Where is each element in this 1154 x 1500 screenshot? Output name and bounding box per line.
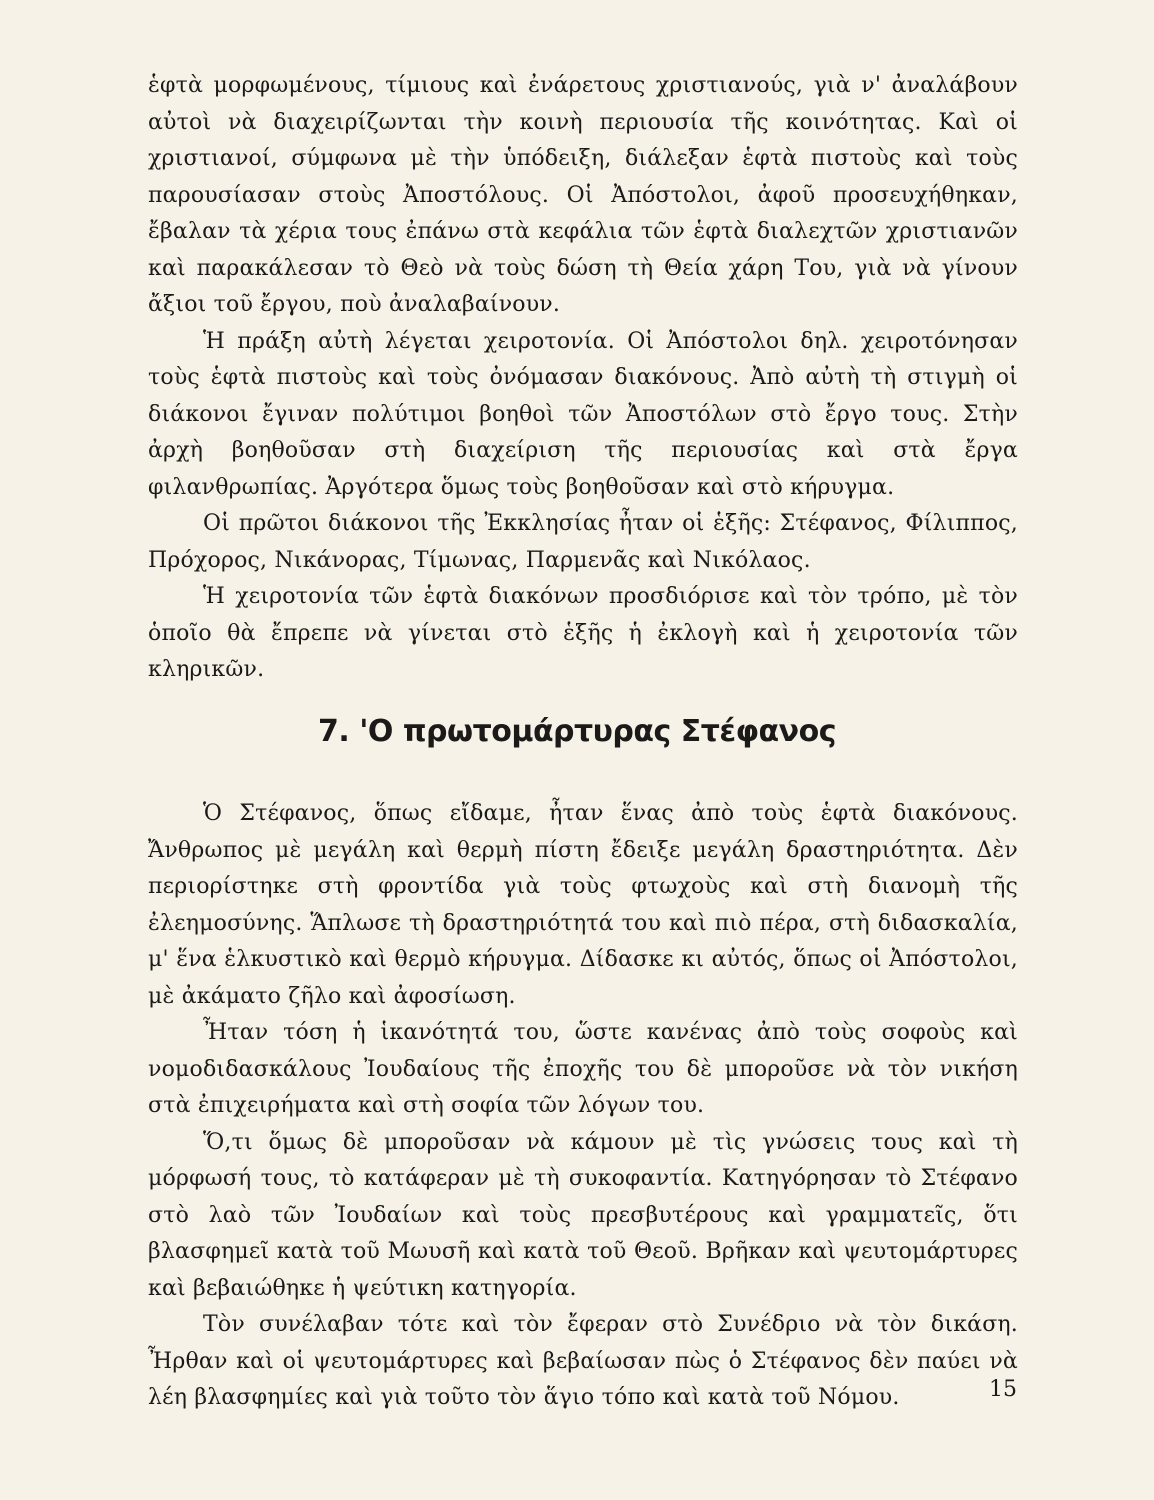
body-text-bottom [148, 796, 1018, 1417]
paragraph: Ἡ πράξη αὐτὴ λέγεται χειροτονία. Οἱ Ἀπόστολοι δηλ. χειροτόνησαν τοὺς ἑφτὰ πιστοὺς καὶ τοὺς ὀνόμασαν διακόνους. Ἀπὸ αὐτὴ τὴ στιγμὴ οἱ διάκονοι ἔγιναν πολύτιμοι βοηθοὶ τῶν Ἀποστόλων στὸ ἔργο τους. Στὴν ἀρχὴ βοηθοῦσαν στὴ διαχείριση τῆς περιουσίας καὶ στὰ ἔργα φιλανθρωπίας. Ἀργότερα ὅμως τοὺς βοηθοῦσαν καὶ στὸ κήρυγμα. [148, 328, 1018, 500]
body-text-top [148, 68, 1018, 689]
paragraph: Ἦταν τόση ἡ ἱκανότητά του, ὥστε κανένας ἀπὸ τοὺς σοφοὺς καὶ νομοδιδασκάλους Ἰουδαίους τῆς ἐποχῆς του δὲ μποροῦσε νὰ τὸν νικήση στὰ ἐπιχειρήματα καὶ στὴ σοφία τῶν λόγων του. [148, 1020, 1018, 1118]
paragraph: Ἡ χειροτονία τῶν ἑφτὰ διακόνων προσδιόρισε καὶ τὸν τρόπο, μὲ τὸν ὁποῖο θὰ ἔπρεπε νὰ γίνεται στὸ ἑξῆς ἡ ἐκλογὴ καὶ ἡ χειροτονία τῶν κληρικῶν. [148, 584, 1018, 682]
paragraph: Τὸν συνέλαβαν τότε καὶ τὸν ἔφεραν στὸ Συνέδριο νὰ τὸν δικάση. Ἦρθαν καὶ οἱ ψευτομάρτυρες καὶ βεβαίωσαν πὼς ὁ Στέφανος δὲν παύει νὰ λέη βλασφημίες καὶ γιὰ τοῦτο τὸν ἅγιο τόπο καὶ κατὰ τοῦ Νόμου. [148, 1312, 1018, 1410]
paragraph: Ὁ Στέφανος, ὅπως εἴδαμε, ἦταν ἕνας ἀπὸ τοὺς ἑφτὰ διακόνους. Ἄνθρωπος μὲ μεγάλη καὶ θερμὴ πίστη ἔδειξε μεγάλη δραστηριότητα. Δὲν περιορίστηκε στὴ φροντίδα γιὰ τοὺς φτωχοὺς καὶ στὴ διανομὴ τῆς ἐλεημοσύνης. Ἅπλωσε τὴ δραστηριότητά του καὶ πιὸ πέρα, στὴ διδασκαλία, μ' ἕνα ἑλκυστικὸ καὶ θερμὸ κήρυγμα. Δίδασκε κι αὐτός, ὅπως οἱ Ἀπόστολοι, μὲ ἀκάματο ζῆλο καὶ ἀφοσίωση. [148, 801, 1018, 1009]
paragraph: Οἱ πρῶτοι διάκονοι τῆς Ἐκκλησίας ἦταν οἱ ἑξῆς: Στέφανος, Φίλιππος, Πρόχορος, Νικάνορας, Τίμωνας, Παρμενᾶς καὶ Νικόλαος. [148, 511, 1018, 573]
paragraph: ἑφτὰ μορφωμένους, τίμιους καὶ ἐνάρετους χριστιανούς, γιὰ ν' ἀναλάβουν αὐτοὶ νὰ διαχειρίζωνται τὴν κοινὴ περιουσία τῆς κοινότητας. Καὶ οἱ χριστιανοί, σύμφωνα μὲ τὴν ὑπόδειξη, διάλεξαν ἑφτὰ πιστοὺς καὶ τοὺς παρουσίασαν στοὺς Ἀποστόλους. Οἱ Ἀπόστολοι, ἀφοῦ προσευχήθηκαν, ἔβαλαν τὰ χέρια τους ἐπάνω στὰ κεφάλια τῶν ἑφτὰ διαλεχτῶν χριστιανῶν καὶ παρακάλεσαν τὸ Θεὸ νὰ τοὺς δώση τὴ Θεία χάρη Του, γιὰ νὰ γίνουν ἄξιοι τοῦ ἔργου, ποὺ ἀναλαβαίνουν. [148, 73, 1018, 317]
section-heading: 7. 'Ο πρωτομάρτυρας Στέφανος [317, 714, 836, 749]
paragraph: Ὅ,τι ὅμως δὲ μποροῦσαν νὰ κάμουν μὲ τὶς γνώσεις τους καὶ τὴ μόρφωσή τους, τὸ κατάφεραν μὲ τὴ συκοφαντία. Κατηγόρησαν τὸ Στέφανο στὸ λαὸ τῶν Ἰουδαίων καὶ τοὺς πρεσβυτέρους καὶ γραμματεῖς, ὅτι βλασφημεῖ κατὰ τοῦ Μωυσῆ καὶ κατὰ τοῦ Θεοῦ. Βρῆκαν καὶ ψευτομάρτυρες καὶ βεβαιώθηκε ἡ ψεύτικη κατηγορία. [148, 1129, 1018, 1301]
page-number: 15 [989, 1377, 1017, 1402]
